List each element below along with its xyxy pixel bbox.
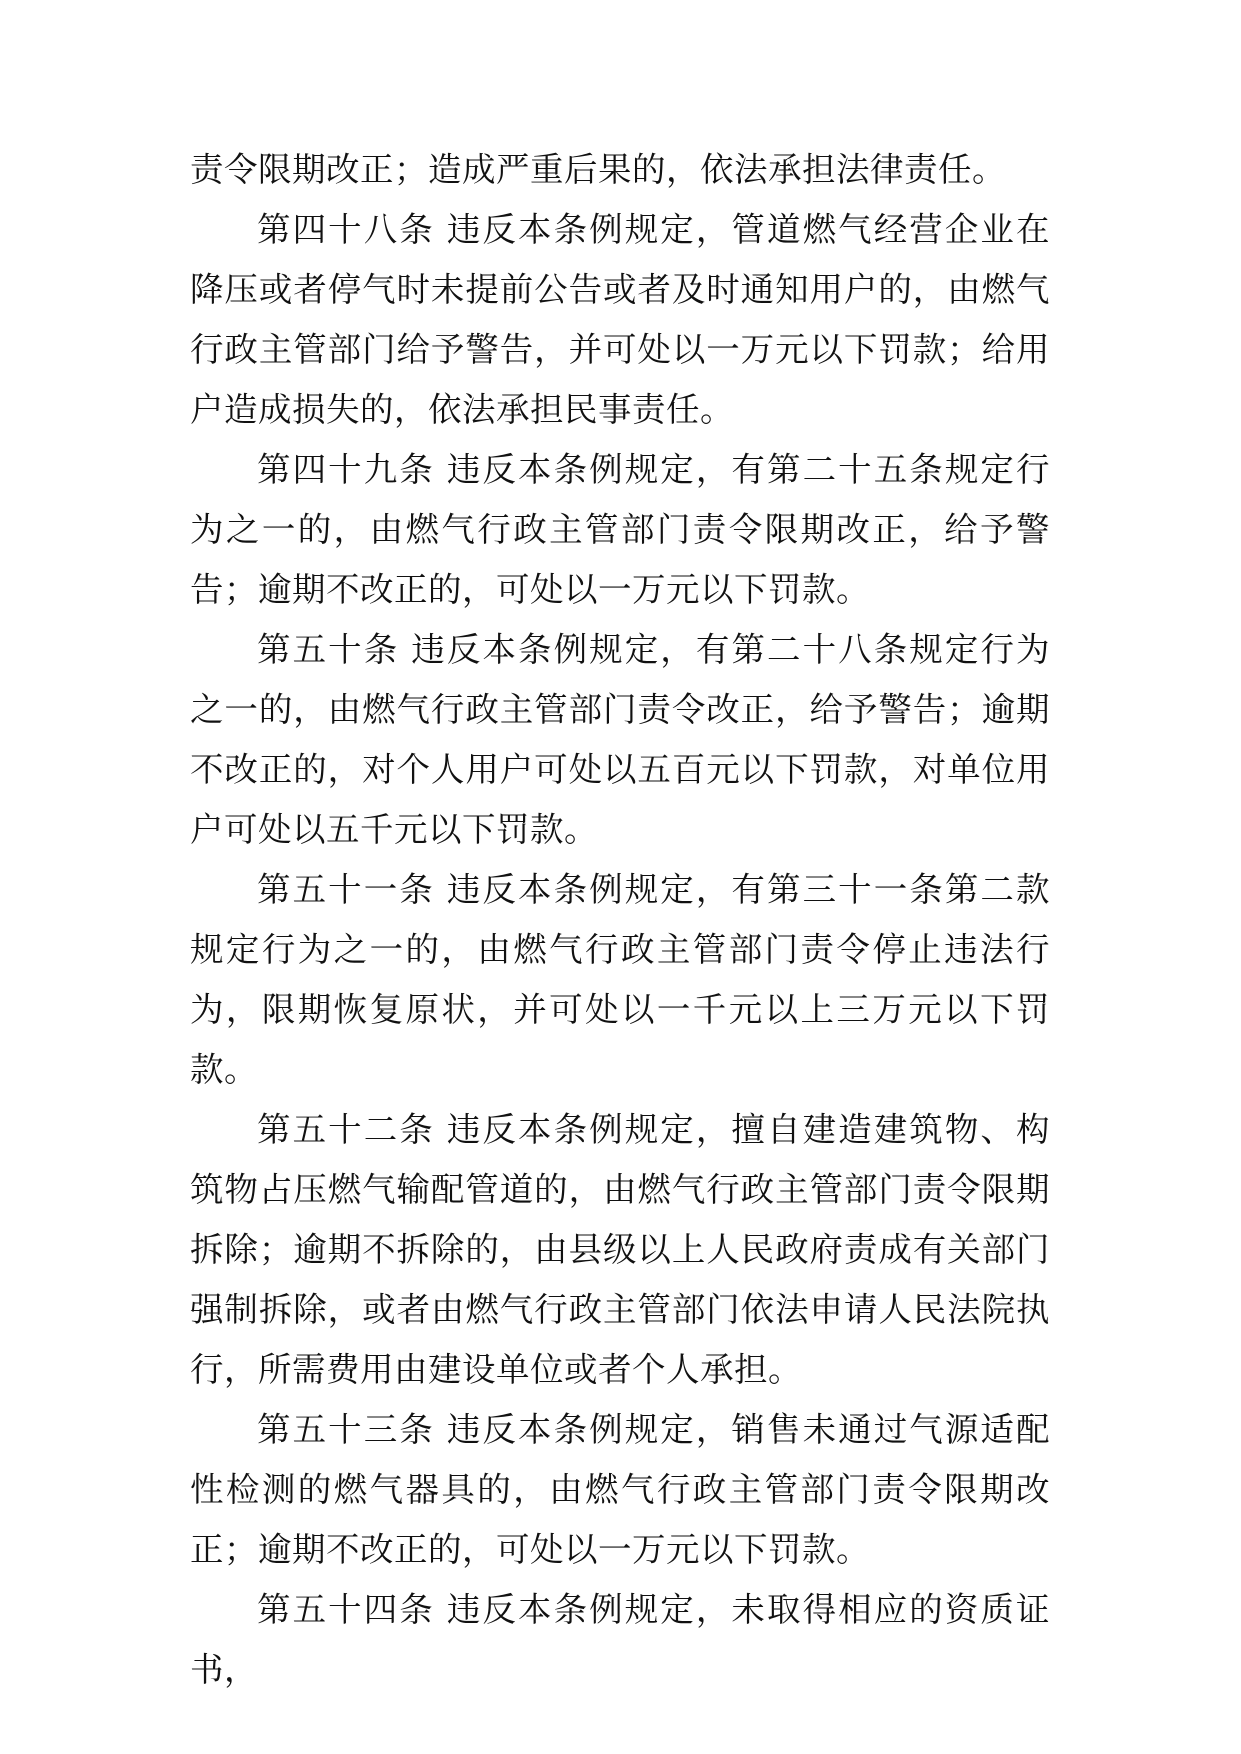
article-text: 违反本条例规定，有第三十一条第二款规定行为之一的，由燃气行政主管部门责令停止违法行为，限期恢复原状，并可处以一千元以上三万元以下罚款。 <box>190 870 1051 1089</box>
article-text: 违反本条例规定，有第二十八条规定行为之一的，由燃气行政主管部门责令改正，给予警告；逾期不改正的，对个人用户可处以五百元以下罚款，对单位用户可处以五千元以下罚款。 <box>190 630 1051 849</box>
article-text: 违反本条例规定，管道燃气经营企业在降压或者停气时未提前公告或者及时通知用户的，由燃气行政主管部门给予警告，并可处以一万元以下罚款；给用户造成损失的，依法承担民事责任。 <box>190 210 1051 429</box>
article-text: 违反本条例规定，未取得相应的资质证书， <box>190 1590 1051 1689</box>
document-page <box>190 140 1050 1700</box>
article-text: 违反本条例规定，擅自建造建筑物、构筑物占压燃气输配管道的，由燃气行政主管部门责令限期拆除；逾期不拆除的，由县级以上人民政府责成有关部门强制拆除，或者由燃气行政主管部门依法申请人民法院执行，所需费用由建设单位或者个人承担。 <box>190 1110 1051 1389</box>
article-number: 第五十二条 <box>257 1110 435 1149</box>
article-number: 第四十八条 <box>257 210 435 249</box>
article-49 <box>190 440 1050 620</box>
article-number: 第四十九条 <box>257 450 435 489</box>
article-54 <box>190 1580 1050 1700</box>
article-number: 第五十三条 <box>257 1410 435 1449</box>
article-number: 第五十一条 <box>257 870 435 909</box>
article-number: 第五十条 <box>257 630 400 669</box>
article-51 <box>190 860 1050 1100</box>
article-48 <box>190 200 1050 440</box>
article-number: 第五十四条 <box>257 1590 435 1629</box>
article-text: 违反本条例规定，有第二十五条规定行为之一的，由燃气行政主管部门责令限期改正，给予警告；逾期不改正的，可处以一万元以下罚款。 <box>190 450 1051 609</box>
article-50 <box>190 620 1050 860</box>
article-52 <box>190 1100 1050 1400</box>
article-text: 违反本条例规定，销售未通过气源适配性检测的燃气器具的，由燃气行政主管部门责令限期改正；逾期不改正的，可处以一万元以下罚款。 <box>190 1410 1051 1569</box>
article-53 <box>190 1400 1050 1580</box>
continuation-paragraph: 责令限期改正；造成严重后果的，依法承担法律责任。 <box>190 150 1006 189</box>
